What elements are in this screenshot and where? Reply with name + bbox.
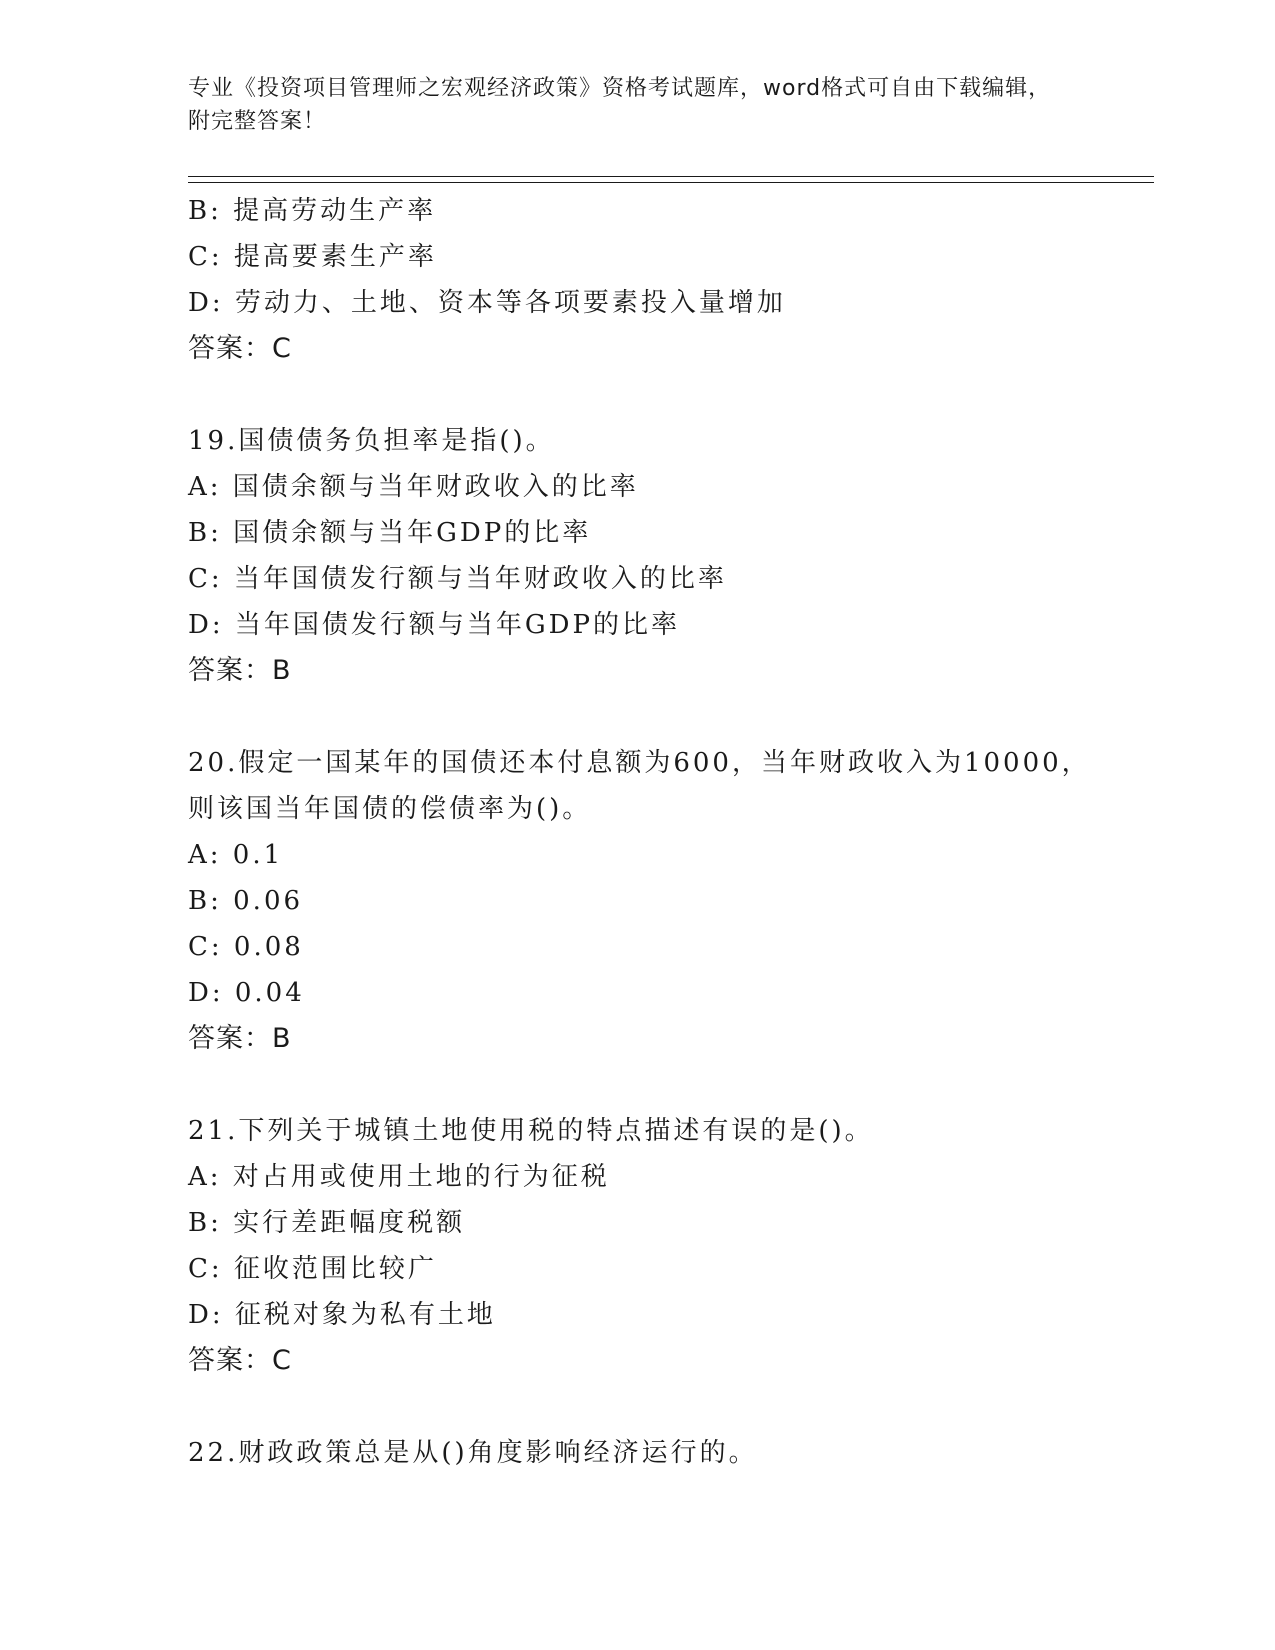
question-21-option-d: D: 征税对象为私有土地 — [188, 1300, 496, 1330]
question-list — [188, 188, 1148, 1476]
question-22-text: 22.财政政策总是从()角度影响经济运行的。 — [188, 1438, 758, 1468]
question-19-answer: 答案：B — [188, 655, 292, 686]
question-20-option-d: D: 0.04 — [188, 978, 305, 1008]
question-19-option-d: D: 当年国债发行额与当年GDP的比率 — [188, 610, 680, 640]
header-divider — [188, 176, 1154, 183]
question-20-text-line2: 则该国当年国债的偿债率为()。 — [188, 794, 592, 824]
document-header: 专业《投资项目管理师之宏观经济政策》资格考试题库，word格式可自由下载编辑，附完整答案！ — [188, 76, 1052, 134]
question-19-option-b: B: 国债余额与当年GDP的比率 — [188, 518, 592, 548]
question-21-answer: 答案：C — [188, 1345, 292, 1376]
question-20-option-c: C: 0.08 — [188, 932, 304, 962]
question-21-option-b: B: 实行差距幅度税额 — [188, 1208, 466, 1238]
option-d: D: 劳动力、土地、资本等各项要素投入量增加 — [188, 288, 786, 318]
option-b: B: 提高劳动生产率 — [188, 196, 437, 226]
option-c: C: 提高要素生产率 — [188, 242, 437, 272]
question-21-text: 21.下列关于城镇土地使用税的特点描述有误的是()。 — [188, 1116, 874, 1146]
question-19-option-a: A: 国债余额与当年财政收入的比率 — [188, 472, 639, 502]
question-19-option-c: C: 当年国债发行额与当年财政收入的比率 — [188, 564, 727, 594]
question-21-option-a: A: 对占用或使用土地的行为征税 — [188, 1162, 610, 1192]
question-20-text-line1: 20.假定一国某年的国债还本付息额为600，当年财政收入为10000， — [188, 748, 1091, 778]
question-20-answer: 答案：B — [188, 1023, 292, 1054]
question-21-option-c: C: 征收范围比较广 — [188, 1254, 437, 1284]
question-20-option-b: B: 0.06 — [188, 886, 304, 916]
answer-line: 答案：C — [188, 333, 292, 364]
question-19-text: 19.国债债务负担率是指()。 — [188, 426, 555, 456]
question-20-option-a: A: 0.1 — [188, 840, 284, 870]
